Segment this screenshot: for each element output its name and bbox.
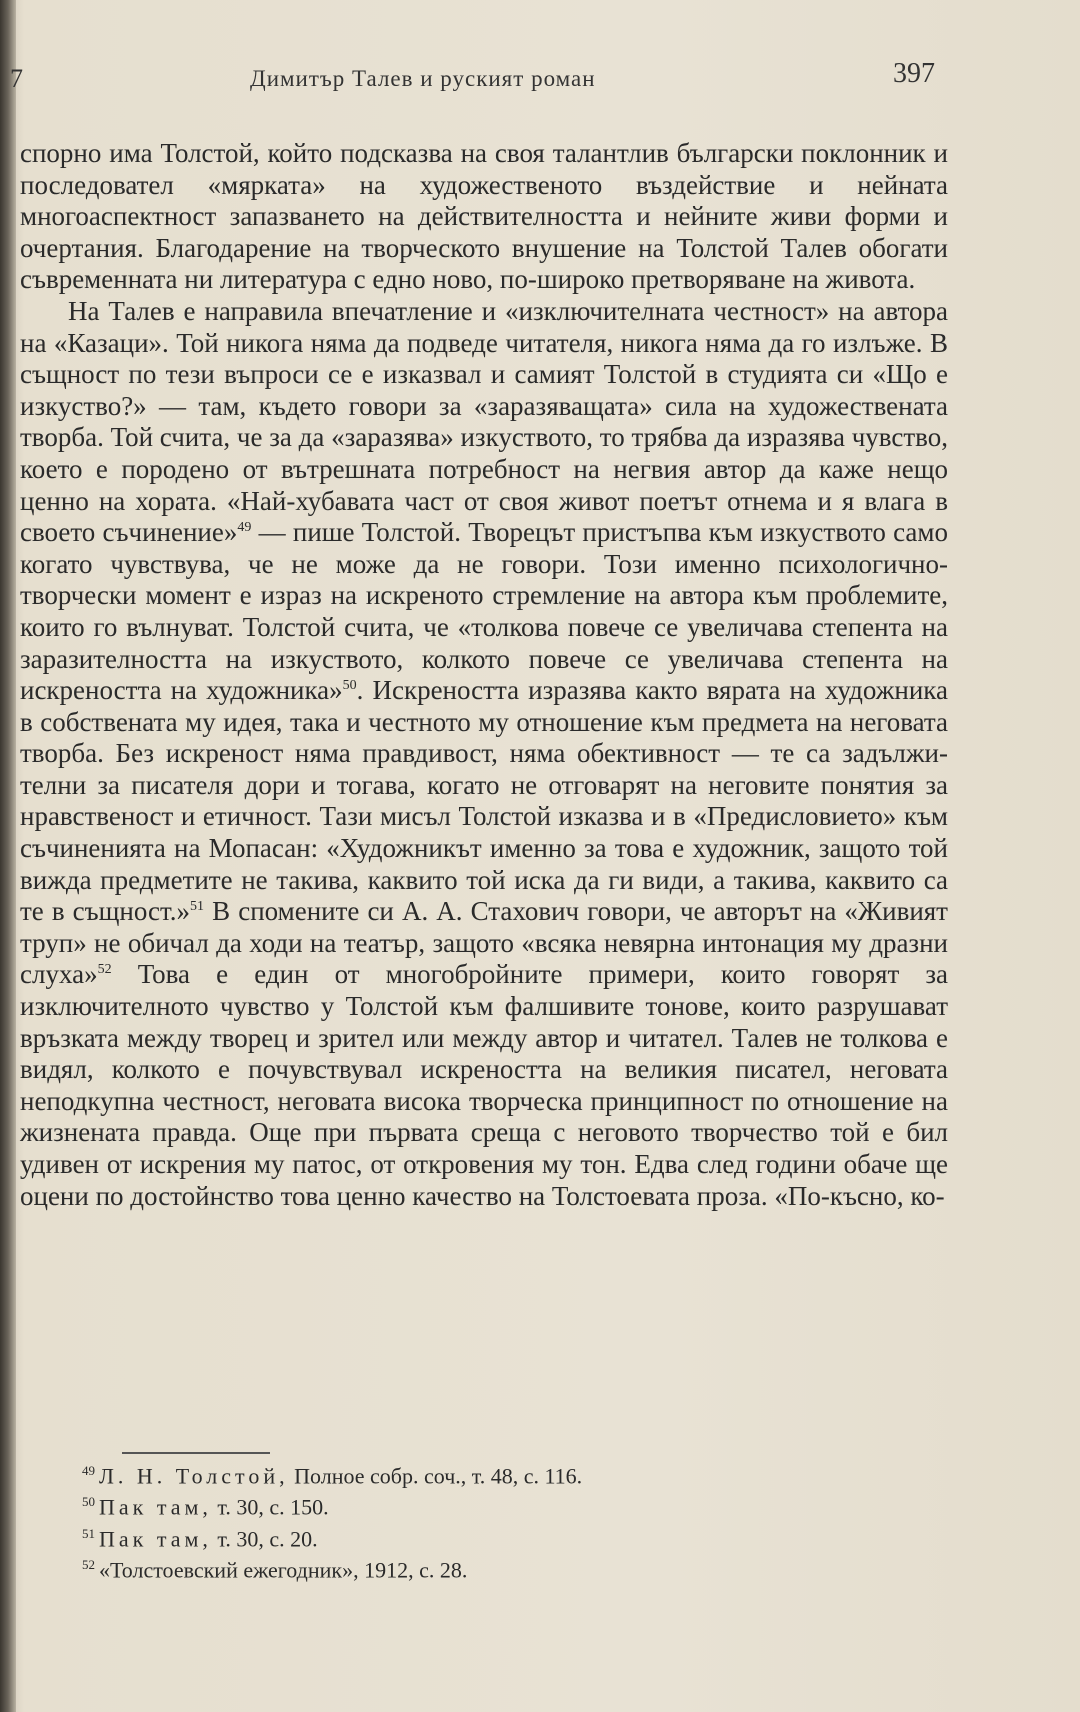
footnote-text: т. 30, с. 150. — [211, 1494, 329, 1520]
footnote-51 — [82, 1521, 942, 1552]
footnote-text: Полное собр. соч., т. 48, с. 116. — [288, 1463, 583, 1489]
footnote-ref-52: 52 — [97, 962, 112, 978]
footnote-number: 50 — [82, 1494, 95, 1510]
header-edge-mark: 7 — [10, 64, 23, 93]
page-header — [0, 58, 960, 98]
footnote-ref-51: 51 — [190, 899, 205, 915]
paragraph-2-part-3: . Искреността изразява както вярата на художника в собствената му идея, така и честното му отношение към предмета на неговата творба. Без искреност няма правдивост, няма обективност — те са задължителни за писателя дори и тогава, когато не отговарят на неговите понятия за нравственост и етичност. Тази мисъл Толстой изказва и в «Предисловието» към съчиненията на Мопасан: «Художникът именно за това е художник, защото той вижда предметите не такива, каквито той иска да ги види, а такива, каквито са те в същност.» — [20, 675, 948, 927]
paragraph-2-part-4: В спомените си А. А. Стахович говори, че авторът на «Живият труп» не обичал да ходи на театър, защото «всяка невярна интонация му дразни слуха» — [20, 896, 948, 990]
book-binding-shadow — [0, 0, 16, 1712]
footnote-number: 51 — [82, 1525, 95, 1541]
footnote-52 — [82, 1552, 942, 1583]
footnote-author: Пак там, — [99, 1494, 212, 1520]
paragraph-1: спорно има Толстой, който подсказва на своя талантлив български поклонник и последовател «мярката» на художественото въздействие и нейната многоаспектност запазването на действителността и нейните живи форми и очертания. Благодарение на творческото внушение на Толстой Талев обогати съвременната ни литература с едно ново, по-широко претворяване на живота. — [20, 138, 948, 295]
footnote-number: 49 — [82, 1463, 95, 1478]
footnote-49 — [82, 1458, 942, 1489]
paragraph-2-part-5: Това е един от многобройните примери, които говорят за изключителното чувство у Толстой към фалшивите тонове, които разрушават връзката между творец и зрител или между автор и читател. Талев не толкова е видял, колкото е почувствувал искреността на великия писател, неговата неподкупна честност, неговата висока творческа принципност по отношение на жизнената правда. Още при първата среща с неговото творчество той е бил удивен от искрения му патос, от откровения му тон. Едва след години обаче ще оцени по достойнство това ценно качество на Толстоевата проза. «По-късно, ко- — [20, 959, 948, 1211]
footnote-author: Пак там, — [99, 1525, 212, 1551]
running-title: Димитър Талев и руският роман — [250, 66, 596, 91]
footnote-number: 52 — [82, 1556, 95, 1572]
footnote-ref-50: 50 — [342, 678, 357, 694]
footnote-text: т. 30, с. 20. — [211, 1525, 318, 1551]
page-number: 397 — [893, 58, 935, 89]
paragraph-2-part-1: На Талев е направила впечатление и «изключителната честност» на автора на «Казаци». Той никога няма да подведе читателя, никога няма да го излъже. В същност по тези въпроси се е изказвал и самият Толстой в студията си «Що е изкуство?» — там, където говори за «заразяващата» сила на художествената творба. Той счита, че за да «заразява» изкуството, то трябва да изразява чувство, което е породено от вътрешната потребност на негвия автор да каже нещо ценно на хората. «Най-хубавата част от своя живот поетът отнема и я влага в своето съчинение» — [20, 295, 948, 548]
body-text — [20, 138, 948, 1212]
footnote-50 — [82, 1489, 942, 1520]
footnote-divider — [122, 1452, 270, 1454]
paragraph-2-part-2: — пише Толстой. Творецът пристъпва към изкуството само когато чувствува, че не може да не говори. Този именно психологично-творчески момент е израз на искреното стремление на автора към проблемите, които го вълнуват. Толстой счита, че «толкова повече се увеличава степента на заразителността на изкуството, колкото повече се увеличава степента на искреността на художника» — [20, 517, 949, 706]
footnote-text: «Толстоевский ежегодник», 1912, с. 28. — [99, 1557, 468, 1583]
footnote-author: Л. Н. Толстой, — [99, 1463, 289, 1489]
footnote-ref-49: 49 — [237, 520, 252, 536]
paragraph-2 — [20, 296, 948, 1212]
footnotes — [82, 1458, 942, 1583]
